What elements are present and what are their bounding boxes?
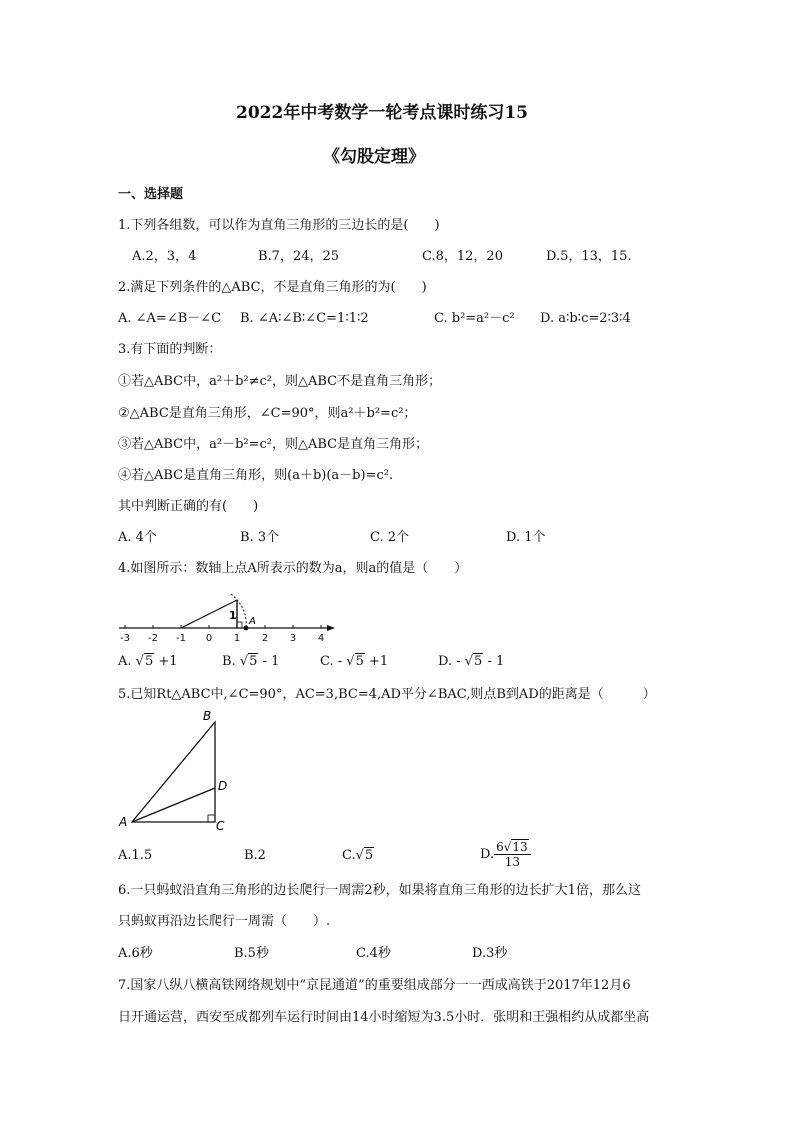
question-4-stem: 4.如图所示：数轴上点A所表示的数为a，则a的值是（ ）: [118, 561, 468, 576]
tick-label: 4: [317, 633, 325, 644]
question-3-statement-2: ②△ABC是直角三角形，∠C=90°，则a²＋b²=c²；: [118, 406, 417, 421]
question-4-option-a: A. √5 +1: [118, 654, 178, 669]
question-6-stem-line-1: 6.一只蚂蚁沿直角三角形的边长爬行一周需2秒，如果将直角三角形的边长扩大1倍，那么这: [118, 883, 641, 898]
question-2-option-b: B. ∠A∶∠B∶∠C=1∶1∶2: [240, 311, 369, 326]
question-1-option-b: B.7，24，25: [258, 249, 340, 264]
tick-label: -1: [176, 633, 186, 644]
question-3-prompt: 其中判断正确的有( ): [118, 499, 259, 514]
question-7-stem-line-2: 日开通运营，西安至成都列车运行时间由14小时缩短为3.5小时．张明和王强相约从成都坐高: [118, 1010, 650, 1025]
question-6-stem-line-2: 只蚂蚁再沿边长爬行一周需（ ）.: [118, 914, 331, 929]
question-5-option-b: B.2: [244, 848, 266, 863]
tick-label: 3: [289, 633, 297, 644]
question-6-option-d: D.3秒: [472, 946, 508, 961]
question-1-stem: 1.下列各组数，可以作为直角三角形的三边长的是( ): [118, 218, 440, 233]
question-2-option-a: A. ∠A=∠B－∠C: [118, 311, 222, 326]
question-2-option-d: D. a∶b∶c=2∶3∶4: [540, 311, 631, 326]
question-3-option-a: A. 4个: [118, 530, 157, 545]
question-1-option-a: A.2，3，4: [132, 249, 197, 264]
question-6-option-c: C.4秒: [356, 946, 391, 961]
height-label: 1: [229, 609, 237, 622]
question-5-option-a: A.1.5: [118, 848, 153, 863]
section-heading: 一、选择题: [118, 187, 184, 202]
question-6-option-b: B.5秒: [234, 946, 269, 961]
vertex-d-label: D: [218, 779, 228, 793]
question-1-option-d: D.5，13，15.: [546, 249, 632, 264]
tick-label: 1: [233, 633, 241, 644]
question-4-option-c: C. - √5 +1: [320, 654, 389, 669]
triangle-figure: [115, 706, 245, 832]
question-6-option-a: A.6秒: [118, 946, 153, 961]
page-subtitle: 《勾股定理》: [323, 147, 425, 167]
question-1-option-c: C.8，12，20: [422, 249, 503, 264]
question-4-option-d: D. - √5 - 1: [438, 654, 505, 669]
question-3-option-c: C. 2个: [370, 530, 410, 545]
question-3-option-b: B. 3个: [240, 530, 280, 545]
question-5-stem: 5.已知Rt△ABC中,∠C=90°，AC=3,BC=4,AD平分∠BAC,则点B到AD的距离是（ ）: [118, 687, 656, 702]
tick-label: 0: [205, 633, 213, 644]
tick-label: -2: [148, 633, 158, 644]
question-2-option-c: C. b²=a²－c²: [434, 311, 515, 326]
page-title: 2022年中考数学一轮考点课时练习15: [236, 103, 528, 123]
question-5-option-d: D. $\frac{6√13}{13}$: [480, 838, 531, 872]
question-7-stem-line-1: 7.国家八纵八横高铁网络规划中“京昆通道”的重要组成部分一一西成高铁于2017年12月6: [118, 978, 631, 993]
question-5-option-c: C.√5: [342, 848, 374, 863]
tick-label: 2: [261, 633, 269, 644]
question-4-option-b: B. √5 - 1: [222, 654, 280, 669]
question-3-stem: 3.有下面的判断：: [118, 342, 222, 357]
vertex-b-label: B: [203, 709, 212, 723]
tick-label: -3: [120, 633, 130, 644]
point-a-label: A: [249, 616, 256, 627]
question-2-stem: 2.满足下列条件的△ABC，不是直角三角形的为( ): [118, 280, 427, 295]
question-3-statement-4: ④若△ABC是直角三角形，则(a＋b)(a－b)=c².: [118, 468, 394, 483]
vertex-a-label: A: [119, 815, 128, 829]
question-3-option-d: D. 1个: [506, 530, 546, 545]
question-3-statement-3: ③若△ABC中，a²－b²=c²，则△ABC是直角三角形；: [118, 437, 429, 452]
number-line-figure: [116, 590, 341, 645]
vertex-c-label: C: [216, 819, 225, 832]
question-3-statement-1: ①若△ABC中，a²＋b²≠c²，则△ABC不是直角三角形；: [118, 374, 442, 389]
